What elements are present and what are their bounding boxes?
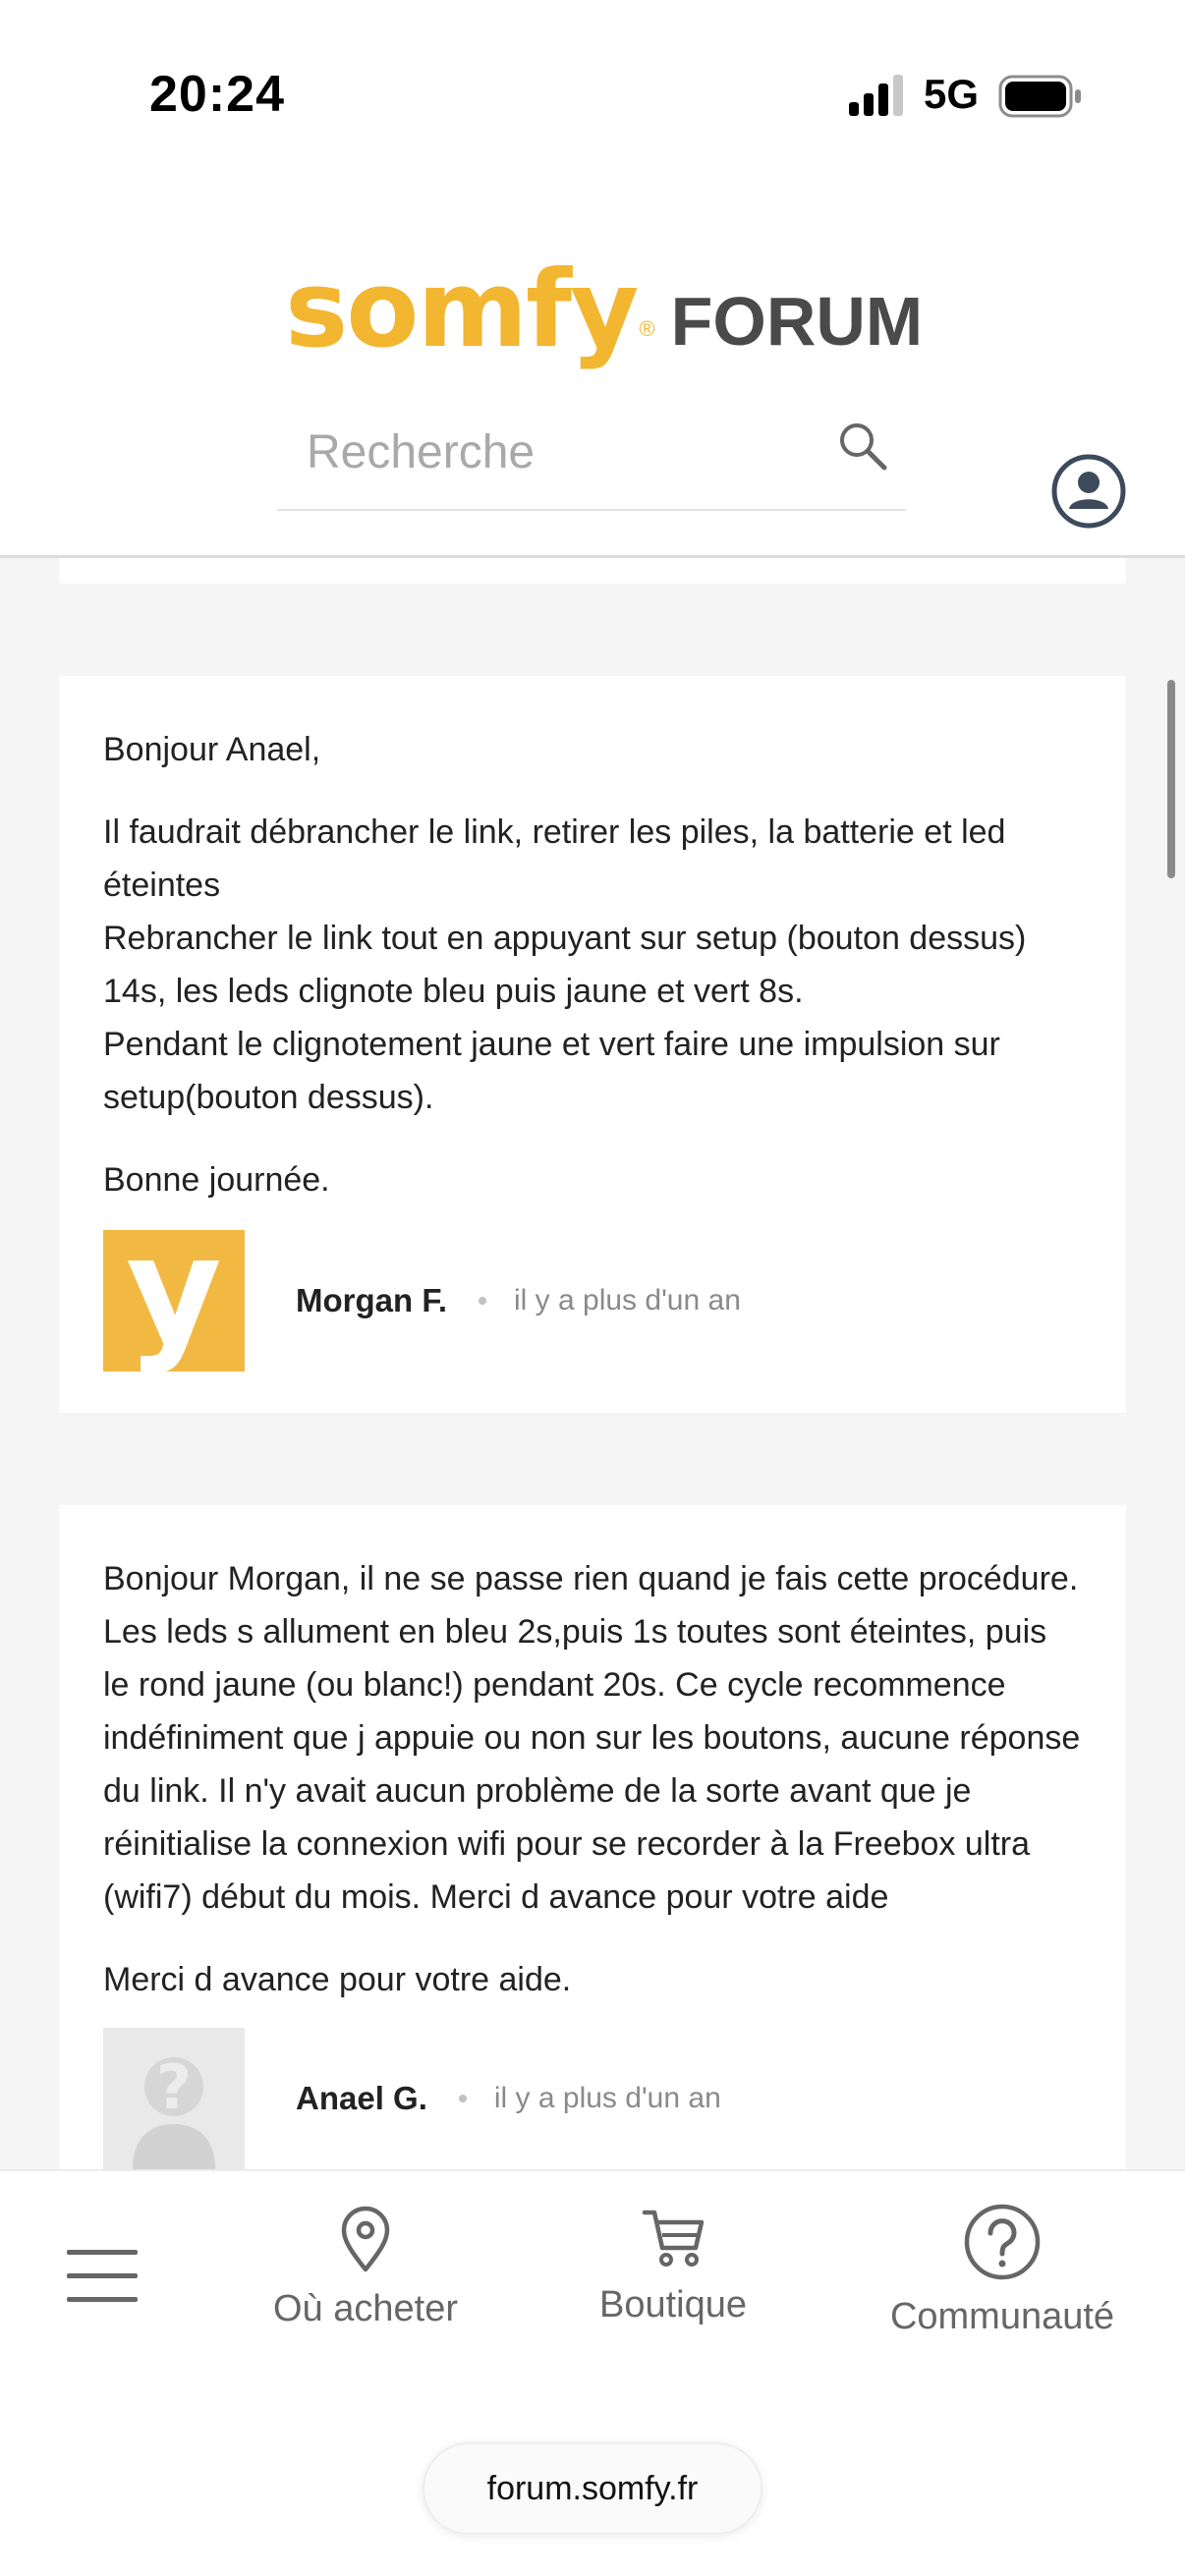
logo-brand: somfy	[285, 249, 638, 371]
map-pin-icon	[336, 2205, 395, 2273]
search-icon[interactable]	[835, 419, 890, 474]
default-avatar-icon	[103, 2028, 245, 2169]
avatar[interactable]	[103, 2028, 245, 2169]
post-paragraph: Bonjour Anael,	[103, 731, 321, 768]
post-author	[103, 2028, 988, 2169]
post-paragraph: Bonne journée.	[103, 1161, 330, 1199]
previous-post-card	[59, 558, 1126, 584]
post-author	[103, 1230, 988, 1372]
avatar-letter: y	[126, 1230, 222, 1372]
network-label: 5G	[924, 71, 980, 117]
search-box	[277, 393, 906, 511]
nav-label: Communauté	[889, 2296, 1115, 2337]
signal-icon	[849, 75, 908, 116]
somfy-forum-logo[interactable]	[285, 246, 924, 371]
scrollbar[interactable]	[1167, 680, 1175, 878]
post-paragraph: Il faudrait débrancher le link, retirer les piles, la batterie et led éteintes Rebrancher le link tout en appuyant sur setup (bouton dessus) 14s, les leds clignote bleu puis jaune et vert 8s. Pendant le clignotement jaune et vert faire une impulsion sur setup(bouton dessus).	[103, 813, 1027, 1116]
post-timestamp: il y a plus d'un an	[514, 1284, 741, 1316]
nav-shop[interactable]	[565, 2205, 781, 2326]
post-feed[interactable]	[0, 558, 1185, 2169]
logo-registered-mark: ®	[639, 316, 655, 341]
author-name[interactable]: Anael G.	[296, 2080, 427, 2116]
cart-icon	[639, 2205, 707, 2273]
status-bar	[0, 0, 1185, 187]
nav-label: Où acheter	[273, 2288, 458, 2329]
hamburger-menu-icon[interactable]	[65, 2246, 140, 2305]
browser-url-bar[interactable]: forum.somfy.fr	[423, 2442, 762, 2535]
post-paragraph: Bonjour Morgan, il ne se passe rien quand je fais cette procédure. Les leds s allument en bleu 2s,puis 1s toutes sont éteintes, puis le rond jaune (ou blanc!) pendant 20s. Ce cycle recommence indéfiniment que j appuie ou non sur les boutons, aucune réponse du link. Il n'y avait aucun problème de la sorte avant que je réinitialise la connexion wifi pour se recorder à la Freebox ultra (wifi7) début du mois. Merci d avance pour votre aide	[103, 1560, 1081, 1916]
svg-text:?: ?	[156, 2051, 192, 2123]
user-account-icon[interactable]	[1049, 452, 1128, 531]
logo-suffix: FORUM	[670, 283, 924, 360]
post-timestamp: il y a plus d'un an	[493, 2082, 721, 2114]
question-circle-icon	[963, 2203, 1042, 2281]
author-name[interactable]: Morgan F.	[296, 1282, 447, 1318]
nav-community[interactable]	[865, 2203, 1140, 2338]
separator-dot	[459, 2095, 467, 2102]
post-card	[59, 1505, 1126, 2169]
status-time: 20:24	[149, 66, 285, 123]
avatar[interactable]	[103, 1230, 245, 1372]
search-input[interactable]	[307, 415, 818, 489]
post-paragraph: Merci d avance pour votre aide.	[103, 1961, 572, 1998]
site-header	[0, 187, 1185, 558]
nav-where-to-buy[interactable]	[257, 2205, 474, 2330]
bottom-navigation	[0, 2169, 1185, 2576]
battery-icon	[998, 75, 1083, 118]
separator-dot	[479, 1297, 486, 1305]
nav-label: Boutique	[598, 2284, 747, 2325]
post-card	[59, 676, 1126, 1413]
